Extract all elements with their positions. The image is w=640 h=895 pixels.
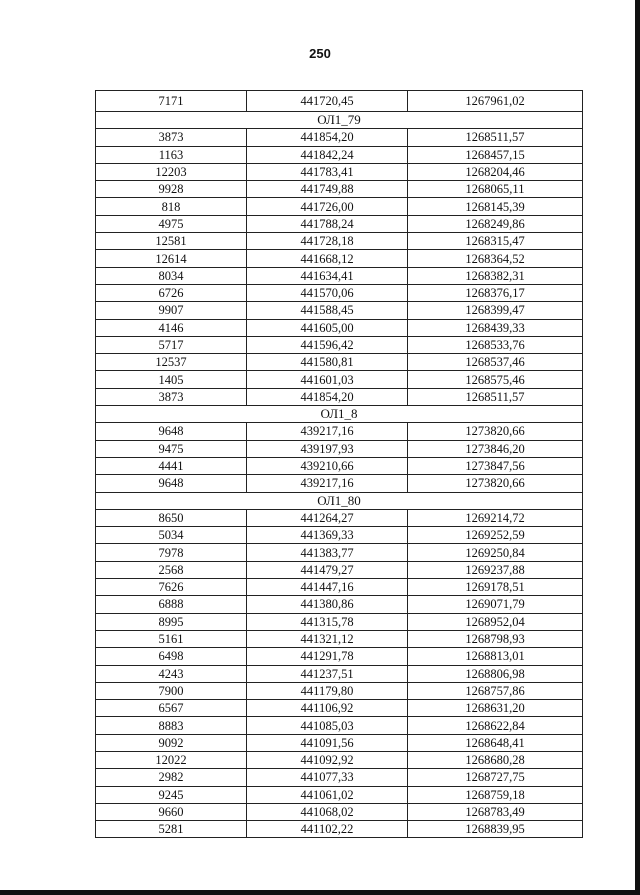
point-number-cell: 9928	[96, 181, 247, 198]
point-number-cell: 2982	[96, 769, 247, 786]
x-coordinate-cell: 441596,42	[247, 336, 408, 353]
y-coordinate-cell: 1273846,20	[408, 440, 583, 457]
section-header-row	[96, 492, 583, 509]
point-number-cell: 7900	[96, 682, 247, 699]
section-title: ОЛ1_79	[96, 112, 583, 129]
table-row	[96, 267, 583, 284]
table-row	[96, 803, 583, 820]
x-coordinate-cell: 441237,51	[247, 665, 408, 682]
x-coordinate-cell: 441601,03	[247, 371, 408, 388]
point-number-cell: 4441	[96, 457, 247, 474]
x-coordinate-cell: 439197,93	[247, 440, 408, 457]
table-row	[96, 129, 583, 146]
y-coordinate-cell: 1269252,59	[408, 527, 583, 544]
x-coordinate-cell: 441383,77	[247, 544, 408, 561]
table-row	[96, 527, 583, 544]
point-number-cell: 12537	[96, 354, 247, 371]
point-number-cell: 9092	[96, 734, 247, 751]
x-coordinate-cell: 441842,24	[247, 146, 408, 163]
coordinates-table-body	[96, 91, 583, 838]
y-coordinate-cell: 1268798,93	[408, 630, 583, 647]
point-number-cell: 4243	[96, 665, 247, 682]
point-number-cell: 9475	[96, 440, 247, 457]
x-coordinate-cell: 441077,33	[247, 769, 408, 786]
table-row	[96, 786, 583, 803]
x-coordinate-cell: 441479,27	[247, 561, 408, 578]
y-coordinate-cell: 1268806,98	[408, 665, 583, 682]
table-row	[96, 682, 583, 699]
x-coordinate-cell: 441570,06	[247, 284, 408, 301]
y-coordinate-cell: 1269250,84	[408, 544, 583, 561]
x-coordinate-cell: 441788,24	[247, 215, 408, 232]
x-coordinate-cell: 441605,00	[247, 319, 408, 336]
table-row	[96, 717, 583, 734]
x-coordinate-cell: 441106,92	[247, 700, 408, 717]
table-row	[96, 371, 583, 388]
table-row	[96, 423, 583, 440]
y-coordinate-cell: 1268575,46	[408, 371, 583, 388]
y-coordinate-cell: 1273847,56	[408, 457, 583, 474]
point-number-cell: 5281	[96, 821, 247, 838]
table-row	[96, 319, 583, 336]
y-coordinate-cell: 1268376,17	[408, 284, 583, 301]
point-number-cell: 1405	[96, 371, 247, 388]
x-coordinate-cell: 441854,20	[247, 129, 408, 146]
x-coordinate-cell: 441264,27	[247, 509, 408, 526]
x-coordinate-cell: 441588,45	[247, 302, 408, 319]
point-number-cell: 5161	[96, 630, 247, 647]
y-coordinate-cell: 1269237,88	[408, 561, 583, 578]
y-coordinate-cell: 1268952,04	[408, 613, 583, 630]
y-coordinate-cell: 1268364,52	[408, 250, 583, 267]
table-row	[96, 751, 583, 768]
y-coordinate-cell: 1268533,76	[408, 336, 583, 353]
table-row	[96, 734, 583, 751]
table-row	[96, 769, 583, 786]
point-number-cell: 7978	[96, 544, 247, 561]
section-header-row	[96, 406, 583, 423]
x-coordinate-cell: 441369,33	[247, 527, 408, 544]
table-row	[96, 630, 583, 647]
y-coordinate-cell: 1268631,20	[408, 700, 583, 717]
table-row	[96, 354, 583, 371]
y-coordinate-cell: 1268382,31	[408, 267, 583, 284]
table-row	[96, 388, 583, 405]
y-coordinate-cell: 1268622,84	[408, 717, 583, 734]
table-row	[96, 700, 583, 717]
table-row	[96, 181, 583, 198]
table-row	[96, 233, 583, 250]
y-coordinate-cell: 1268757,86	[408, 682, 583, 699]
point-number-cell: 818	[96, 198, 247, 215]
table-row	[96, 561, 583, 578]
y-coordinate-cell: 1268839,95	[408, 821, 583, 838]
x-coordinate-cell: 441179,80	[247, 682, 408, 699]
x-coordinate-cell: 441102,22	[247, 821, 408, 838]
table-row	[96, 648, 583, 665]
point-number-cell: 6567	[96, 700, 247, 717]
scan-border-right	[635, 0, 640, 895]
x-coordinate-cell: 441668,12	[247, 250, 408, 267]
y-coordinate-cell: 1267961,02	[408, 91, 583, 112]
table-row	[96, 475, 583, 492]
y-coordinate-cell: 1268457,15	[408, 146, 583, 163]
x-coordinate-cell: 441380,86	[247, 596, 408, 613]
x-coordinate-cell: 441854,20	[247, 388, 408, 405]
table-row	[96, 457, 583, 474]
y-coordinate-cell: 1268813,01	[408, 648, 583, 665]
point-number-cell: 12203	[96, 163, 247, 180]
y-coordinate-cell: 1268537,46	[408, 354, 583, 371]
table-row	[96, 336, 583, 353]
x-coordinate-cell: 441321,12	[247, 630, 408, 647]
table-row	[96, 302, 583, 319]
point-number-cell: 3873	[96, 129, 247, 146]
y-coordinate-cell: 1268065,11	[408, 181, 583, 198]
table-row	[96, 250, 583, 267]
point-number-cell: 9648	[96, 423, 247, 440]
x-coordinate-cell: 441447,16	[247, 579, 408, 596]
x-coordinate-cell: 441634,41	[247, 267, 408, 284]
table-row	[96, 91, 583, 112]
x-coordinate-cell: 441085,03	[247, 717, 408, 734]
point-number-cell: 12581	[96, 233, 247, 250]
x-coordinate-cell: 441291,78	[247, 648, 408, 665]
y-coordinate-cell: 1268204,46	[408, 163, 583, 180]
point-number-cell: 6888	[96, 596, 247, 613]
x-coordinate-cell: 441580,81	[247, 354, 408, 371]
point-number-cell: 12614	[96, 250, 247, 267]
table-row	[96, 440, 583, 457]
y-coordinate-cell: 1268680,28	[408, 751, 583, 768]
table-row	[96, 198, 583, 215]
scan-border-bottom	[0, 890, 640, 895]
point-number-cell: 2568	[96, 561, 247, 578]
y-coordinate-cell: 1269214,72	[408, 509, 583, 526]
table-row	[96, 579, 583, 596]
point-number-cell: 6498	[96, 648, 247, 665]
point-number-cell: 7626	[96, 579, 247, 596]
point-number-cell: 8883	[96, 717, 247, 734]
y-coordinate-cell: 1273820,66	[408, 423, 583, 440]
x-coordinate-cell: 441783,41	[247, 163, 408, 180]
x-coordinate-cell: 439217,16	[247, 475, 408, 492]
point-number-cell: 8995	[96, 613, 247, 630]
y-coordinate-cell: 1268511,57	[408, 129, 583, 146]
x-coordinate-cell: 441315,78	[247, 613, 408, 630]
section-header-row	[96, 112, 583, 129]
point-number-cell: 9907	[96, 302, 247, 319]
table-row	[96, 613, 583, 630]
y-coordinate-cell: 1268511,57	[408, 388, 583, 405]
section-title: ОЛ1_8	[96, 406, 583, 423]
x-coordinate-cell: 441061,02	[247, 786, 408, 803]
point-number-cell: 5034	[96, 527, 247, 544]
table-row	[96, 665, 583, 682]
coordinates-table	[95, 90, 583, 838]
x-coordinate-cell: 441068,02	[247, 803, 408, 820]
x-coordinate-cell: 441720,45	[247, 91, 408, 112]
point-number-cell: 9648	[96, 475, 247, 492]
x-coordinate-cell: 441091,56	[247, 734, 408, 751]
section-title: ОЛ1_80	[96, 492, 583, 509]
point-number-cell: 6726	[96, 284, 247, 301]
y-coordinate-cell: 1269071,79	[408, 596, 583, 613]
y-coordinate-cell: 1268727,75	[408, 769, 583, 786]
y-coordinate-cell: 1268315,47	[408, 233, 583, 250]
y-coordinate-cell: 1268249,86	[408, 215, 583, 232]
y-coordinate-cell: 1268759,18	[408, 786, 583, 803]
y-coordinate-cell: 1268648,41	[408, 734, 583, 751]
y-coordinate-cell: 1268145,39	[408, 198, 583, 215]
point-number-cell: 3873	[96, 388, 247, 405]
y-coordinate-cell: 1268399,47	[408, 302, 583, 319]
x-coordinate-cell: 441726,00	[247, 198, 408, 215]
table-row	[96, 821, 583, 838]
y-coordinate-cell: 1268439,33	[408, 319, 583, 336]
y-coordinate-cell: 1268783,49	[408, 803, 583, 820]
table-row	[96, 284, 583, 301]
point-number-cell: 8650	[96, 509, 247, 526]
point-number-cell: 4146	[96, 319, 247, 336]
x-coordinate-cell: 441092,92	[247, 751, 408, 768]
point-number-cell: 4975	[96, 215, 247, 232]
point-number-cell: 12022	[96, 751, 247, 768]
table-row	[96, 544, 583, 561]
table-row	[96, 596, 583, 613]
point-number-cell: 5717	[96, 336, 247, 353]
table-row	[96, 146, 583, 163]
point-number-cell: 9245	[96, 786, 247, 803]
x-coordinate-cell: 439210,66	[247, 457, 408, 474]
table-row	[96, 509, 583, 526]
x-coordinate-cell: 439217,16	[247, 423, 408, 440]
point-number-cell: 7171	[96, 91, 247, 112]
point-number-cell: 9660	[96, 803, 247, 820]
table-row	[96, 215, 583, 232]
table-row	[96, 163, 583, 180]
y-coordinate-cell: 1273820,66	[408, 475, 583, 492]
x-coordinate-cell: 441749,88	[247, 181, 408, 198]
point-number-cell: 1163	[96, 146, 247, 163]
point-number-cell: 8034	[96, 267, 247, 284]
page-number: 250	[309, 46, 331, 61]
y-coordinate-cell: 1269178,51	[408, 579, 583, 596]
x-coordinate-cell: 441728,18	[247, 233, 408, 250]
